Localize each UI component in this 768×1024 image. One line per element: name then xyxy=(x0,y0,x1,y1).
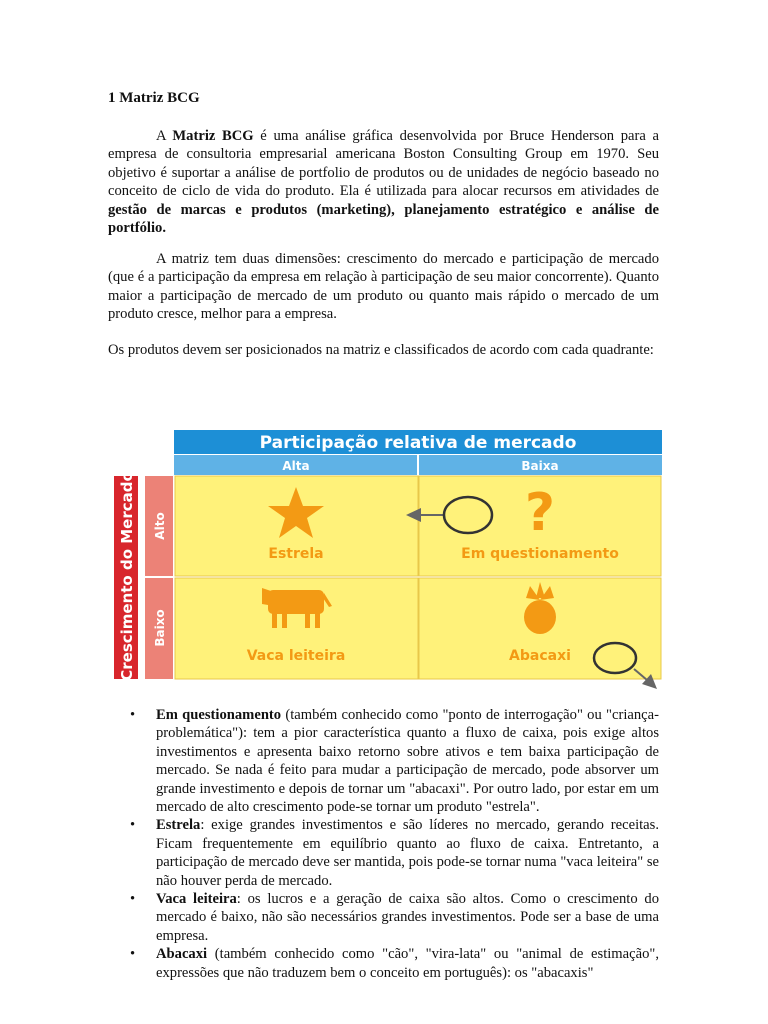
bullet-cow: • Vaca leiteira: os lucros e a geração de caixa são altos. Como o crescimento do mercado é baixo, não são necessários grandes investimentos. Pode ser a base de uma empresa. xyxy=(130,891,660,944)
section-heading: 1 Matriz BCG xyxy=(108,90,200,106)
intro-bold-activities: gestão de marcas e produtos (marketing), planejamento estratégico e análise de portfólio. xyxy=(108,201,659,237)
bullet-title: Vaca leiteira xyxy=(156,891,237,908)
bullet-title: Estrela xyxy=(156,817,201,834)
column-label-high: Alta xyxy=(282,459,310,473)
top-title: Participação relativa de mercado xyxy=(259,433,577,453)
bcg-matrix-figure xyxy=(112,428,667,693)
bullet-text: (também conhecido como "ponto de interrogação" ou "criança-problemática"): tem a pior característica quanto a fluxo de caixa, pois exige altos investimentos e apresenta baixo retorno sobre ativos e tem baixa participação de mercado. Se nada é feito para mudar a participação de mercado, pode absorver um grande investimento e depois de tornar um "abacaxi". Por outro lado, por estar em um mercado de alto crescimento pode-se tornar um produto "estrela". xyxy=(156,707,659,816)
question-mark-icon: ? xyxy=(524,483,556,543)
bullet-title: Em questionamento xyxy=(156,707,282,723)
intro-text-a: A xyxy=(156,128,173,144)
positioning-paragraph: Os produtos devem ser posicionados na matriz e classificados de acordo com cada quadrante: xyxy=(108,342,654,358)
quadrant-label-question: Em questionamento xyxy=(461,546,619,562)
bullet-title: Abacaxi xyxy=(156,946,208,963)
quadrant-bullet-list xyxy=(108,706,659,982)
column-label-low: Baixa xyxy=(521,459,559,473)
quadrant-label-star: Estrela xyxy=(268,546,324,562)
row-label-high: Alto xyxy=(153,512,167,540)
bullet-text: : exige grandes investimentos e são líderes no mercado, gerando receitas. Ficam frequentemente em equilíbrio quanto ao fluxo de caixa. Entretanto, a participação de mercado deve ser mantida, pois pode-se tornar numa "vaca leiteira" se não houver perda de mercado. xyxy=(156,817,659,889)
row-label-low: Baixo xyxy=(153,609,167,647)
dimensions-paragraph: A matriz tem duas dimensões: crescimento do mercado e participação de mercado (que é a participação da empresa em relação à participação de seu maior concorrente). Quanto maior a participação de mercado de um produto ou quanto mais rápido o mercado de um produto cresce, melhor para a empresa. xyxy=(108,251,659,323)
bullet-question: • Em questionamento (também conhecido como "ponto de interrogação" ou "criança-problemática"): tem a pior característica quanto a fluxo de caixa, pois exige altos investimentos e apresenta baixo retorno sobre ativos e tem baixa participação de mercado. Se nada é feito para mudar a participação de mercado, pode absorver um grande investimento e depois de tornar um "abacaxi". Por outro lado, por estar em um mercado de alto crescimento pode-se tornar um produto "estrela". xyxy=(130,707,659,816)
quadrant-label-pineapple: Abacaxi xyxy=(509,648,571,664)
bullet-text: (também conhecido como "cão", "vira-lata" ou "animal de estimação", expressões que não traduzem bem o conceito em português): os "abacaxis" xyxy=(156,946,659,981)
bullet-text: : os lucros e a geração de caixa são altos. Como o crescimento do mercado é baixo, não são necessários grandes investimentos. Pode ser a base de uma empresa. xyxy=(156,891,660,944)
pineapple-icon xyxy=(524,582,556,634)
intro-paragraph xyxy=(108,127,659,237)
side-title: Crescimento do Mercado xyxy=(118,471,136,681)
bullet-pineapple: • Abacaxi (também conhecido como "cão", "vira-lata" ou "animal de estimação", expressões que não traduzem bem o conceito em português): os "abacaxis" xyxy=(130,946,659,981)
quadrant-label-cow: Vaca leiteira xyxy=(246,648,346,664)
bullet-star: • Estrela: exige grandes investimentos e são líderes no mercado, gerando receitas. Ficam frequentemente em equilíbrio quanto ao fluxo de caixa. Entretanto, a participação de mercado deve ser mantida, pois pode-se tornar numa "vaca leiteira" se não houver perda de mercado. xyxy=(130,817,659,889)
bcg-matrix-svg xyxy=(112,428,667,693)
intro-text-c: é uma análise gráfica desenvolvida por Bruce Henderson para a empresa de consultoria empresarial americana Boston Consulting Group em 1970. Seu objetivo é suportar a análise de portfolio de produtos ou de unidades de negócio baseado no conceito de ciclo de vida do produto. Ela é utilizada para alocar recursos em atividades de xyxy=(108,128,659,200)
intro-bold-term: Matriz BCG xyxy=(172,128,254,144)
